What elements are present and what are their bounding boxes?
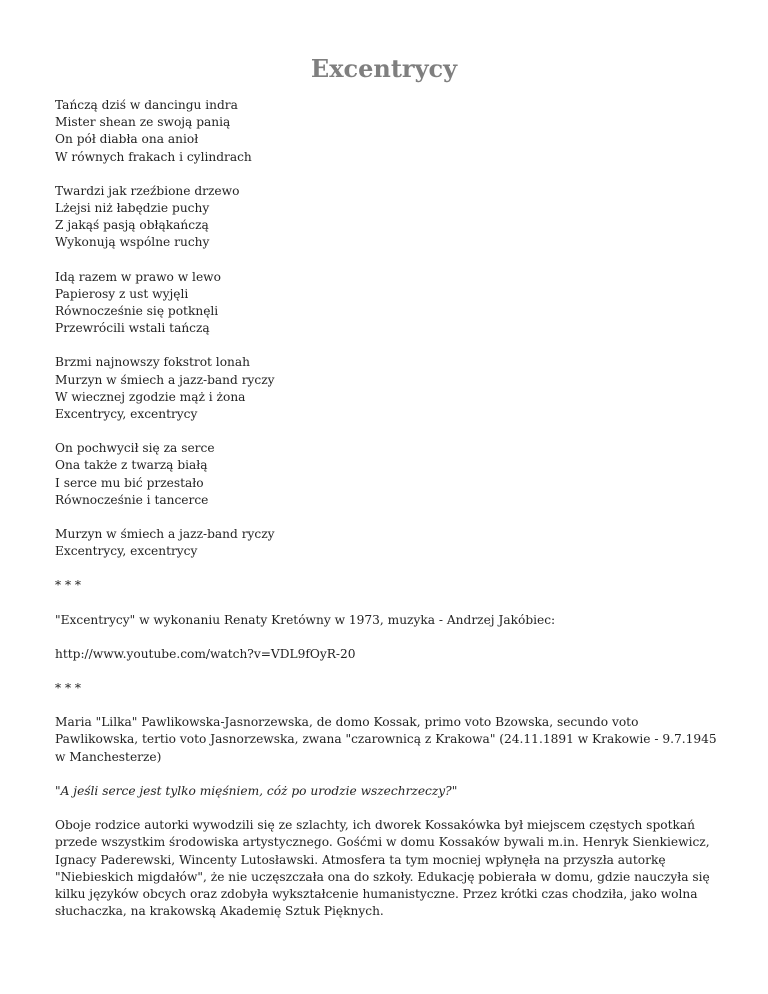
poem-line: On pół diabła ona anioł: [55, 132, 199, 147]
poem-line: Excentrycy, excentrycy: [55, 544, 198, 559]
quote-text: A jeśli serce jest tylko mięśniem, cóż po urodzie wszechrzeczy?: [60, 783, 452, 798]
poem-line: Brzmi najnowszy fokstrot lonah: [55, 355, 250, 370]
poem-stanza-5: [55, 440, 720, 509]
poem-line: Excentrycy, excentrycy: [55, 407, 198, 422]
poem-line: Ona także z twarzą białą: [55, 458, 208, 473]
poem-line: Lżejsi niż łabędzie puchy: [55, 201, 210, 216]
poem-line: Mister shean ze swoją panią: [55, 115, 231, 130]
performance-note: "Excentrycy" w wykonaniu Renaty Kretówny w 1973, muzyka - Andrzej Jakóbiec:: [55, 612, 556, 627]
poem-line: Twardzi jak rzeźbione drzewo: [55, 183, 240, 198]
poem-line: Z jakąś pasją obłąkańczą: [55, 218, 209, 233]
poem-stanza-4: [55, 354, 720, 423]
quote-open-mark: ": [55, 783, 61, 798]
poem-line: Równocześnie się potknęli: [55, 304, 219, 319]
quote-close-mark: ": [451, 783, 458, 798]
poem-line: Wykonują wspólne ruchy: [55, 235, 210, 250]
poem-line: Równocześnie i tancerce: [55, 492, 209, 507]
section-separator: * * *: [55, 578, 82, 593]
bio-paragraph: Oboje rodzice autorki wywodzili się ze szlachty, ich dworek Kossakówka był miejscem częstych spotkań przede wszystkim środowiska artystycznego. Gośćmi w domu Kossaków bywali m.in. Henryk Sienkiewicz, Ignacy Paderewski, Wincenty Lutosławski. Atmosfera ta tym mocniej wpłynęła na przyszła autorkę "Niebieskich migdałów", że nie uczęszczała ona do szkoły. Edukację pobierała w domu, gdzie nauczyła się kilku języków obcych oraz zdobyła wykształcenie humanistyczne. Przez krótki czas chodziła, jako wolna słuchaczka, na krakowską Akademię Sztuk Pięknych.: [55, 818, 710, 919]
page-title: Excentrycy: [310, 54, 458, 83]
poem-stanza-3: [55, 269, 720, 338]
poem-line: Murzyn w śmiech a jazz-band ryczy: [55, 527, 275, 542]
poem-line: On pochwycił się za serce: [55, 441, 215, 456]
poem-line: Murzyn w śmiech a jazz-band ryczy: [55, 372, 275, 387]
poem-line: Papierosy z ust wyjęli: [55, 286, 189, 301]
poem-line: W wiecznej zgodzie mąż i żona: [55, 389, 246, 404]
poem-line: Tańczą dziś w dancingu indra: [55, 98, 238, 112]
bio-intro: Maria "Lilka" Pawlikowska-Jasnorzewska, de domo Kossak, primo voto Bzowska, secundo voto Pawlikowska, tertio voto Jasnorzewska, zwana "czarownicą z Krakowa" (24.11.1891 w Krakowie - 9.7.1945 w Manchesterze): [55, 715, 717, 764]
quote: [55, 783, 720, 800]
poem-line: Przewrócili wstali tańczą: [55, 321, 210, 336]
poem-stanza-6: [55, 526, 720, 560]
section-separator: * * *: [55, 681, 82, 696]
poem-line: W równych frakach i cylindrach: [55, 149, 252, 164]
poem-line: Idą razem w prawo w lewo: [55, 269, 221, 284]
document-body: [55, 97, 720, 937]
poem-line: I serce mu bić przestało: [55, 475, 204, 490]
poem-stanza-1: [55, 97, 720, 166]
poem-stanza-2: [55, 183, 720, 252]
video-link[interactable]: http://www.youtube.com/watch?v=VDL9fOyR-20: [55, 646, 356, 661]
